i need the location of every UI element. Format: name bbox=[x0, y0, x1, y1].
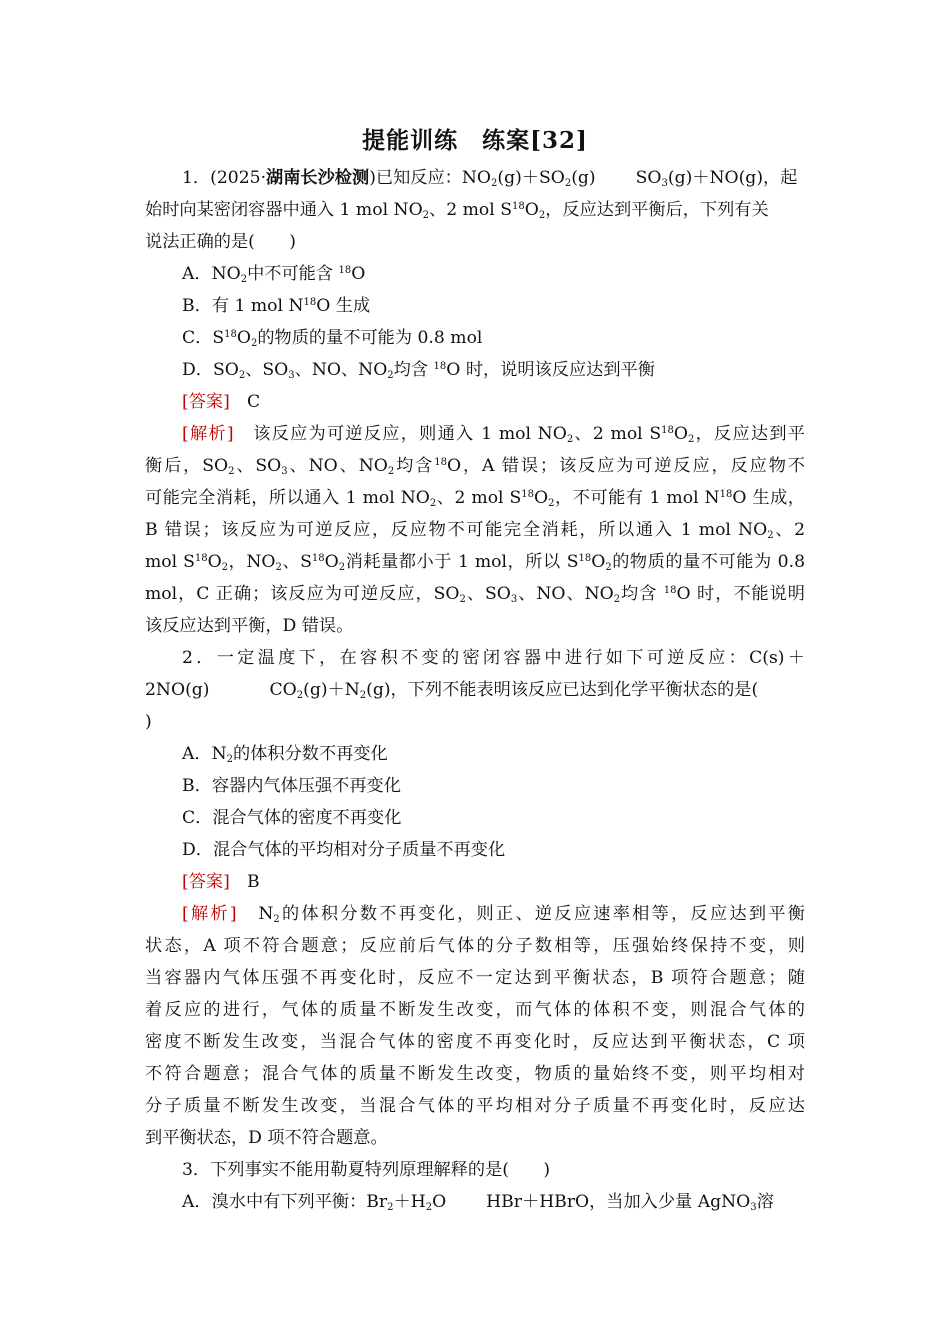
q1-analysis-line-2: 衡后，$SO_2$、$SO_3$、NO、$NO_2$均含$^{18}$O，A 错误；该反应为可逆反应，反应物不 bbox=[145, 456, 805, 477]
q2-option-d: D．混合气体的平均相对分子质量不再变化 bbox=[182, 840, 506, 860]
q1-analysis-line-1: [解析] 该反应为可逆反应，则通入 1 mol $NO_2$、2 mol $S^{18}O_2$，反应达到平 bbox=[182, 424, 805, 445]
q1-source: 湖南长沙检测 bbox=[266, 168, 370, 188]
q2-analysis-line-5: 密度不断发生改变，当混合气体的密度不再变化时，反应达到平衡状态，C 项 bbox=[145, 1032, 805, 1052]
q1-answer: [答案] C bbox=[182, 392, 261, 412]
q2-stem-line-1: 2．一定温度下，在容积不变的密闭容器中进行如下可逆反应：C(s)＋ bbox=[182, 648, 805, 668]
q2-option-a: A．$N_2$的体积分数不再变化 bbox=[182, 744, 388, 765]
q1-analysis-line-6: mol，C 正确；该反应为可逆反应，$SO_2$、$SO_3$、NO、$NO_2$均含 $^{18}$O 时，不能说明 bbox=[145, 584, 805, 605]
q2-stem-line-3: ) bbox=[145, 712, 152, 732]
q2-analysis-line-7: 分子质量不断发生改变，当混合气体的平均相对分子质量不再变化时，反应达 bbox=[145, 1096, 805, 1116]
q1-analysis-line-5: mol $S^{18}O_2$，$NO_2$、$S^{18}O_2$消耗量都小于 1 mol，所以 $S^{18}O_2$的物质的量不可能为 0.8 bbox=[145, 552, 805, 573]
q3-option-a: A．溴水中有下列平衡：$Br_2+H_2O$ HBr＋HBrO，当加入少量 AgNO$_3$溶 bbox=[182, 1192, 774, 1213]
q2-analysis-line-6: 不符合题意；混合气体的质量不断发生改变，物质的量始终不变，则平均相对 bbox=[145, 1064, 805, 1084]
q2-answer: [答案] B bbox=[182, 872, 260, 892]
q2-analysis-line-3: 当容器内气体压强不再变化时，反应不一定达到平衡状态，B 项符合题意；随 bbox=[145, 968, 805, 988]
q2-analysis-line-2: 状态，A 项不符合题意；反应前后气体的分子数相等，压强始终保持不变，则 bbox=[145, 936, 805, 956]
q3-stem: 3．下列事实不能用勒夏特列原理解释的是( ) bbox=[182, 1160, 551, 1180]
q2-option-b: B．容器内气体压强不再变化 bbox=[182, 776, 401, 796]
q1-analysis-line-3: 可能完全消耗，所以通入 1 mol $NO_2$、2 mol $S^{18}O_2$，不可能有 1 mol $N^{18}O$ 生成， bbox=[145, 488, 805, 509]
q1-stem-line-3: 说法正确的是( ) bbox=[145, 232, 296, 252]
q1-option-b: B．有 1 mol $N^{18}O$ 生成 bbox=[182, 296, 371, 316]
q1-option-c: C．$S^{18}O_2$的物质的量不可能为 0.8 mol bbox=[182, 328, 483, 349]
analysis-tag: [解析] bbox=[182, 904, 237, 924]
q1-option-a: A．$NO_2$中不可能含 $^{18}$O bbox=[182, 264, 366, 285]
page-title: 提能训练 练案[32] bbox=[362, 127, 588, 154]
q2-stem-line-2: 2NO(g) $CO_2(g)+N_2(g)$，下列不能表明该反应已达到化学平衡状态的是( bbox=[145, 680, 759, 701]
q2-option-c: C．混合气体的密度不再变化 bbox=[182, 808, 402, 828]
q1-stem-line-1: 1．(2025·湖南长沙检测)已知反应：$NO_2(g)+SO_2(g)$ $SO_3(g)+NO(g)$，起 bbox=[182, 168, 798, 189]
q2-analysis-line-4: 着反应的进行，气体的质量不断发生改变，而气体的体积不变，则混合气体的 bbox=[145, 1000, 805, 1020]
analysis-tag: [解析] bbox=[182, 424, 234, 444]
answer-tag: [答案] bbox=[182, 392, 230, 412]
q2-analysis-line-8: 到平衡状态，D 项不符合题意。 bbox=[145, 1128, 388, 1148]
answer-tag: [答案] bbox=[182, 872, 230, 892]
q2-analysis-line-1: [解析] $N_2$的体积分数不再变化，则正、逆反应速率相等，反应达到平衡 bbox=[182, 904, 805, 925]
q1-option-d: D．$SO_2$、$SO_3$、NO、$NO_2$均含 $^{18}$O 时，说明该反应达到平衡 bbox=[182, 360, 655, 381]
q1-analysis-line-4: B 错误；该反应为可逆反应，反应物不可能完全消耗，所以通入 1 mol $NO_2$、2 bbox=[145, 520, 806, 541]
q1-stem-line-2: 始时向某密闭容器中通入 1 mol $NO_2$、2 mol $S^{18}O_2$，反应达到平衡后，下列有关 bbox=[145, 200, 769, 221]
q1-analysis-line-7: 该反应达到平衡，D 错误。 bbox=[145, 616, 354, 636]
